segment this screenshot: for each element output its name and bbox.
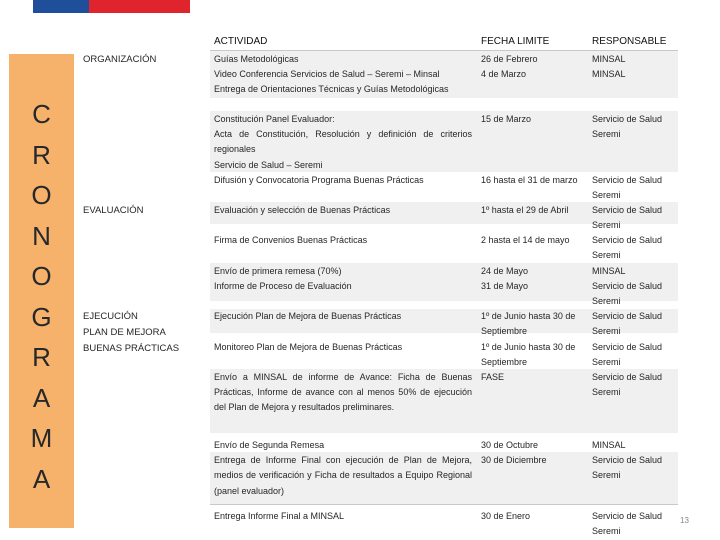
activity-line: Servicio de Salud – Seremi xyxy=(214,159,323,170)
date-cell xyxy=(481,438,585,468)
responsible-line: Seremi xyxy=(592,296,621,307)
responsible-line: Servicio de Salud xyxy=(592,455,663,466)
date-cell xyxy=(481,264,585,294)
title-letter: R xyxy=(32,139,51,170)
activity-line: Video Conferencia Servicios de Salud – Seremi – Minsal xyxy=(214,69,440,80)
date-cell xyxy=(481,370,585,385)
cronograma-vertical-title xyxy=(9,94,74,499)
phase-ejecucion-line: PLAN DE MEJORA xyxy=(83,327,166,338)
responsible-line: Servicio de Salud xyxy=(592,114,663,124)
responsible-cell xyxy=(592,173,678,203)
title-letter: A xyxy=(32,463,51,494)
date-line: 15 de Marzo xyxy=(481,114,532,124)
activity-line: Entrega de Informe Final con ejecución de Plan de Mejora, medios de verificación y Ficha de resultados a Equipo Regional (panel evaluador) xyxy=(214,455,472,496)
responsible-cell xyxy=(592,309,678,339)
flag-bar-red xyxy=(89,0,190,13)
activity-cell xyxy=(214,112,472,173)
activity-line: Envío de Segunda Remesa xyxy=(214,440,325,450)
date-cell xyxy=(481,233,585,248)
responsible-cell xyxy=(592,52,678,82)
flag-bar xyxy=(33,0,190,13)
date-line: 24 de Mayo xyxy=(481,266,529,276)
title-letter: A xyxy=(32,382,51,413)
activity-cell xyxy=(214,264,476,294)
responsible-cell xyxy=(592,340,678,370)
activity-cell xyxy=(214,438,472,499)
phase-ejecucion-line: BUENAS PRÁCTICAS xyxy=(83,343,180,354)
activity-line: Envío de primera remesa (70%) xyxy=(214,266,342,276)
activity-cell xyxy=(214,309,476,324)
title-letter: R xyxy=(32,342,51,372)
responsible-line: Seremi xyxy=(592,387,621,398)
date-line: 1º hasta el 29 de Abril xyxy=(481,205,569,215)
responsible-line: Seremi xyxy=(592,190,621,201)
responsible-cell xyxy=(592,112,678,142)
responsible-line: Seremi xyxy=(592,326,621,337)
header-actividad: ACTIVIDAD xyxy=(214,36,268,47)
responsible-cell xyxy=(592,370,678,400)
row-divider xyxy=(210,504,678,505)
responsible-line: Seremi xyxy=(592,526,621,537)
title-letter: O xyxy=(31,180,52,210)
responsible-line: Seremi xyxy=(592,357,621,368)
activity-line: Firma de Convenios Buenas Prácticas xyxy=(214,235,368,245)
phase-organizacion: ORGANIZACIÓN xyxy=(83,54,157,65)
date-cell xyxy=(481,173,585,188)
activity-line: Envío a MINSAL de informe de Avance: Ficha de Buenas Prácticas, Informe de avance con al menos 50% de ejecución del Plan de Mejora y resultados preliminares. xyxy=(214,372,472,413)
date-cell xyxy=(481,309,589,339)
activity-cell xyxy=(214,52,476,98)
responsible-line: MINSAL xyxy=(592,54,626,64)
responsible-line: Servicio de Salud xyxy=(592,235,663,245)
responsible-line: Servicio de Salud xyxy=(592,205,663,215)
date-line: 4 de Marzo xyxy=(481,69,527,80)
date-line: 1º de Junio hasta 30 de Septiembre xyxy=(481,311,576,337)
date-line: 30 de Octubre xyxy=(481,440,539,450)
phase-evaluacion: EVALUACIÓN xyxy=(83,205,144,216)
activity-line: Guías Metodológicas xyxy=(214,54,299,64)
title-letter: O xyxy=(31,261,52,291)
responsible-line: Servicio de Salud xyxy=(592,311,663,321)
date-cell xyxy=(481,52,585,82)
responsible-cell xyxy=(592,509,678,539)
date-line: 30 de Enero xyxy=(481,511,531,521)
activity-line: Acta de Constitución, Resolución y definición de criterios regionales xyxy=(214,129,472,155)
activity-line: Evaluación y selección de Buenas Prácticas xyxy=(214,205,391,215)
page-number: 13 xyxy=(680,516,689,525)
activity-cell xyxy=(214,370,472,416)
title-letter: M xyxy=(30,423,53,453)
activity-line: Entrega de Orientaciones Técnicas y Guías Metodológicas xyxy=(214,84,449,95)
date-line: 2 hasta el 14 de mayo xyxy=(481,235,570,245)
responsible-line: Servicio de Salud xyxy=(592,175,663,185)
responsible-line: MINSAL xyxy=(592,440,626,450)
flag-bar-blue xyxy=(33,0,89,13)
activity-line: Constitución Panel Evaluador: xyxy=(214,114,335,124)
responsible-line: Seremi xyxy=(592,220,621,231)
date-line: 30 de Diciembre xyxy=(481,455,547,466)
date-line: 16 hasta el 31 de marzo xyxy=(481,175,578,185)
activity-cell xyxy=(214,203,476,218)
date-cell xyxy=(481,112,585,127)
responsible-line: MINSAL xyxy=(592,69,626,80)
responsible-cell xyxy=(592,233,678,263)
activity-cell xyxy=(214,233,476,248)
phase-ejecucion xyxy=(83,309,179,357)
title-letter: G xyxy=(31,301,52,332)
responsible-line: Seremi xyxy=(592,250,621,261)
activity-line: Ejecución Plan de Mejora de Buenas Prácticas xyxy=(214,311,402,321)
responsible-cell xyxy=(592,438,678,484)
phase-ejecucion-line: EJECUCIÓN xyxy=(83,311,138,322)
responsible-line: Servicio de Salud xyxy=(592,342,663,352)
date-line: 1º de Junio hasta 30 de Septiembre xyxy=(481,342,576,368)
responsible-line: Servicio de Salud xyxy=(592,372,663,382)
date-cell xyxy=(481,203,585,218)
date-line: 26 de Febrero xyxy=(481,54,538,64)
responsible-cell xyxy=(592,203,678,233)
activity-cell xyxy=(214,173,476,188)
activity-cell xyxy=(214,340,476,355)
title-letter: N xyxy=(32,220,51,251)
header-responsable: RESPONSABLE xyxy=(592,36,667,47)
activity-cell xyxy=(214,509,476,524)
responsible-line: Servicio de Salud xyxy=(592,281,663,292)
activity-line: Entrega Informe Final a MINSAL xyxy=(214,511,345,521)
activity-line: Informe de Proceso de Evaluación xyxy=(214,281,352,292)
activity-line: Difusión y Convocatoria Programa Buenas Prácticas xyxy=(214,175,424,185)
responsible-line: MINSAL xyxy=(592,266,626,276)
cronograma-side-panel xyxy=(9,54,74,528)
date-line: 31 de Mayo xyxy=(481,281,529,292)
responsible-cell xyxy=(592,264,678,310)
date-cell xyxy=(481,509,585,524)
activity-line: Monitoreo Plan de Mejora de Buenas Prácticas xyxy=(214,342,403,352)
responsible-line: Seremi xyxy=(592,470,621,481)
date-line: FASE xyxy=(481,372,505,382)
header-fecha-limite: FECHA LIMITE xyxy=(481,36,550,47)
title-letter: C xyxy=(32,99,51,129)
responsible-line: Servicio de Salud xyxy=(592,511,663,521)
responsible-line: Seremi xyxy=(592,129,621,140)
date-cell xyxy=(481,340,589,370)
